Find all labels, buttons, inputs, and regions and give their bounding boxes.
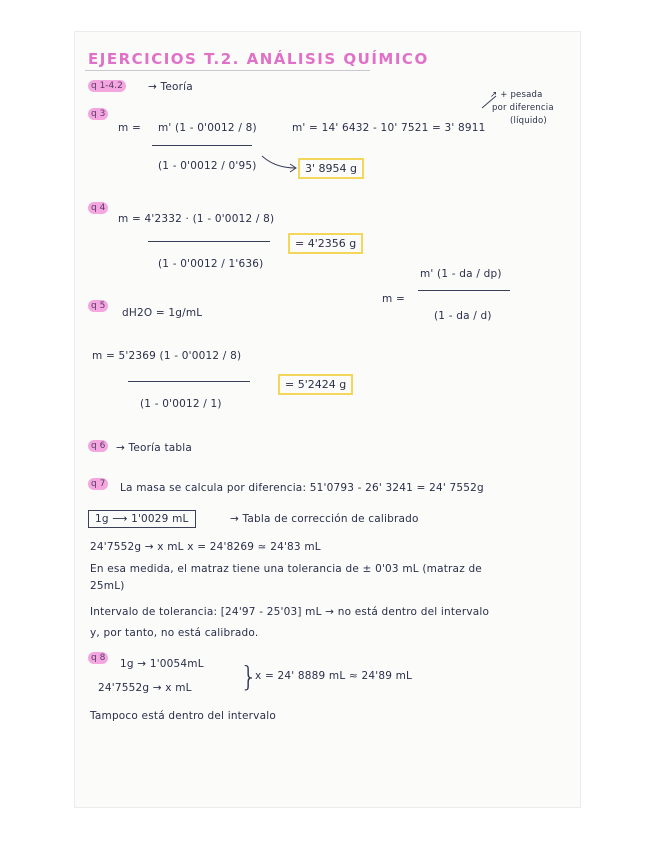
ex8-result: x = 24' 8889 mL ≈ 24'89 mL: [255, 670, 413, 682]
exercise-number-1-2: q 1-4.2: [88, 80, 126, 92]
ex7-line-2: → Tabla de corrección de calibrado: [230, 513, 419, 525]
ex5-numerator: m = 5'2369 (1 - 0'0012 / 8): [92, 350, 242, 362]
general-formula-numerator: m' (1 - da / dp): [420, 268, 502, 280]
ex5-result-box: = 5'2424 g: [278, 374, 353, 395]
ex5-density: dH2O = 1g/mL: [122, 307, 203, 319]
note-pesada-2: por diferencia: [492, 103, 554, 113]
ex3-lhs: m =: [118, 122, 141, 134]
note-pesada-3: (líquido): [510, 116, 547, 126]
general-formula-denominator: (1 - da / d): [434, 310, 492, 322]
page-title: EJERCICIOS T.2. ANÁLISIS QUÍMICO: [88, 50, 429, 68]
exercise-1-2-text: → Teoría: [148, 81, 193, 93]
pesada-arrow: [482, 96, 496, 108]
ex7-line-6: Intervalo de tolerancia: [24'97 - 25'03] mL → no está dentro del intervalo: [90, 606, 490, 618]
ex8-line-1: 1g → 1'0054mL: [120, 658, 204, 670]
exercise-number-5: q 5: [88, 300, 108, 312]
ex7-line-4: En esa medida, el matraz tiene una tolerancia de ± 0'03 mL (matraz de: [90, 563, 482, 575]
ex4-numerator: m = 4'2332 · (1 - 0'0012 / 8): [118, 213, 275, 225]
general-formula-lhs: m =: [382, 293, 405, 305]
ex7-line-1: La masa se calcula por diferencia: 51'0793 - 26' 3241 = 24' 7552g: [120, 482, 484, 494]
ex3-mprime: m' = 14' 6432 - 10' 7521 = 3' 8911: [292, 122, 486, 134]
exercise-number-7: q 7: [88, 478, 108, 490]
ex3-curved-arrow: [262, 156, 296, 168]
note-pesada-1: ↗ + pesada: [490, 90, 543, 100]
exercise-6-text: → Teoría tabla: [116, 442, 193, 454]
ex7-line-7: y, por tanto, no está calibrado.: [90, 627, 259, 639]
exercise-number-3: q 3: [88, 108, 108, 120]
exercise-number-4: q 4: [88, 202, 108, 214]
ex7-line-5: 25mL): [90, 580, 125, 592]
ex8-line-2: 24'7552g → x mL: [98, 682, 192, 694]
ex7-line-3: 24'7552g → x mL x = 24'8269 ≃ 24'83 mL: [90, 541, 321, 553]
ex3-denominator: (1 - 0'0012 / 0'95): [158, 160, 257, 172]
ex4-result-box: = 4'2356 g: [288, 233, 363, 254]
ex7-equivalence-box: 1g ⟶ 1'0029 mL: [88, 510, 196, 528]
ex4-denominator: (1 - 0'0012 / 1'636): [158, 258, 264, 270]
ex8-brace: }: [240, 660, 259, 693]
ex5-denominator: (1 - 0'0012 / 1): [140, 398, 222, 410]
exercise-number-8: q 8: [88, 652, 108, 664]
exercise-number-6: q 6: [88, 440, 108, 452]
ex3-result-box: 3' 8954 g: [298, 158, 364, 179]
ex3-numerator: m' (1 - 0'0012 / 8): [158, 122, 257, 134]
ex8-line-3: Tampoco está dentro del intervalo: [90, 710, 276, 722]
